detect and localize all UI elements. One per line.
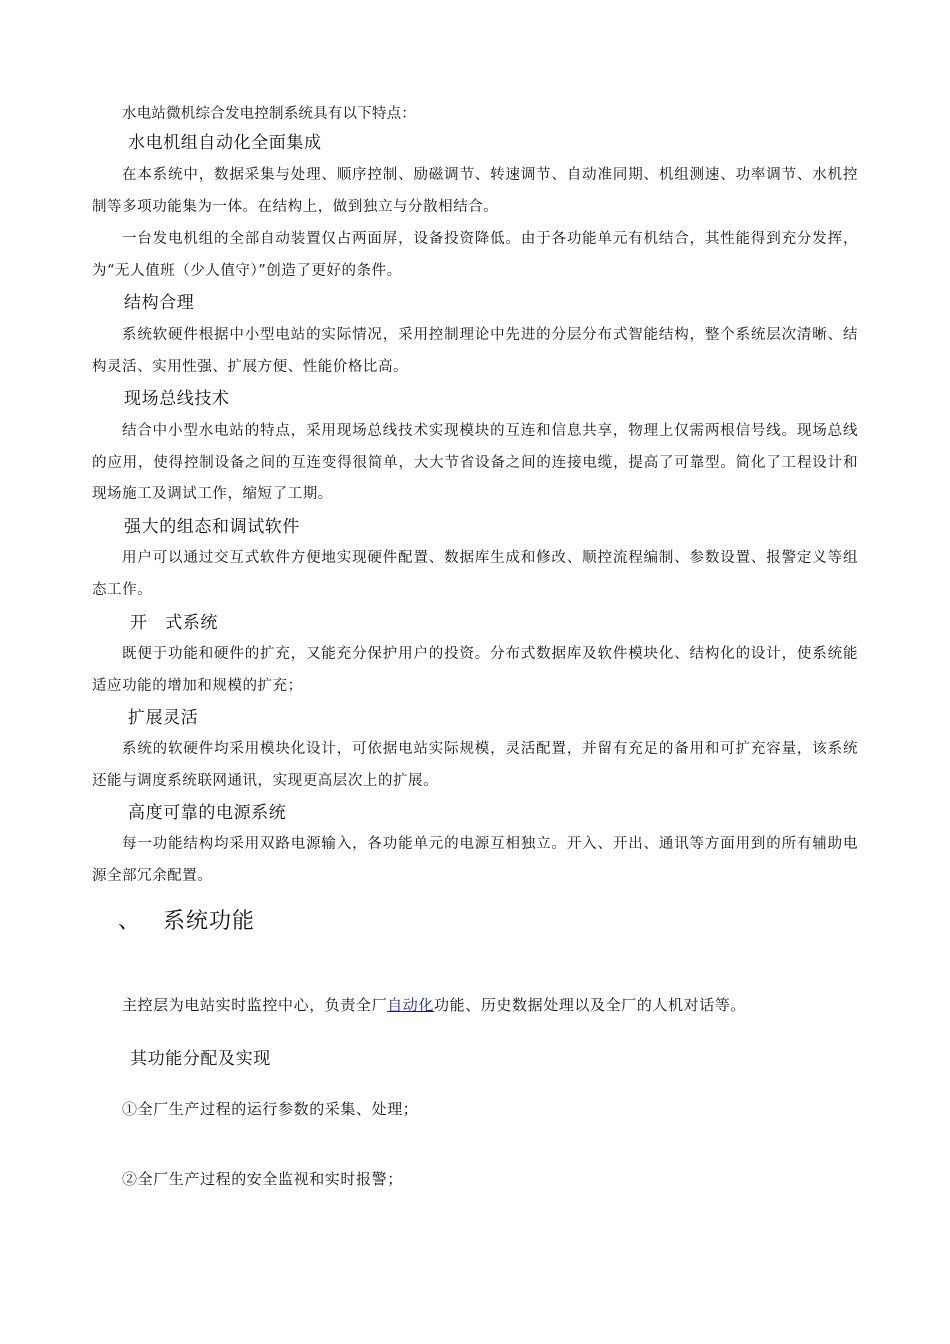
list-item: ②全厂生产过程的安全监视和实时报警； (122, 1170, 403, 1188)
section-heading: 高度可靠的电源系统 (128, 803, 287, 823)
paragraph: 结合中小型水电站的特点，采用现场总线技术实现模块的互连和信息共享，物理上仅需两根信号线。现场总线的应用，使得控制设备之间的互连变得很简单，大大节省设备之间的连接电缆，提高了可靠型。简化了工程设计和现场施工及调试工作，缩短了工期。 (92, 423, 858, 502)
section-heading: 强大的组态和调试软件 (124, 517, 300, 537)
section-heading: 开 式系统 (130, 613, 218, 633)
paragraph: 系统的软硬件均采用模块化设计，可依据电站实际规模，灵活配置，并留有充足的备用和可扩充容量，该系统还能与调度系统联网通讯，实现更高层次上的扩展。 (92, 741, 858, 789)
paragraph: 每一功能结构均采用双路电源输入，各功能单元的电源互相独立。开入、开出、通讯等方面用到的所有辅助电源全部冗余配置。 (92, 836, 858, 884)
section-heading: 现场总线技术 (124, 389, 230, 409)
line-text-before: 主控层为电站实时监控中心，负责全厂 (122, 996, 388, 1014)
line-text-after: 功能、历史数据处理以及全厂的人机对话等。 (434, 996, 747, 1014)
title-text: 系统功能 (163, 909, 256, 934)
main-control-line (122, 994, 746, 1015)
section-heading: 水电机组自动化全面集成 (128, 133, 322, 153)
title-separator: 、 (118, 909, 142, 934)
paragraph: 用户可以通过交互式软件方便地实现硬件配置、数据库生成和修改、顺控流程编制、参数设置、报警定义等组态工作。 (92, 550, 858, 598)
section-heading: 扩展灵活 (128, 708, 199, 728)
paragraph: 在本系统中，数据采集与处理、顺序控制、励磁调节、转速调节、自动准同期、机组测速、功率调节、水机控制等多项功能集为一体。在结构上，做到独立与分散相结合。 (92, 167, 858, 215)
paragraph: 一台发电机组的全部自动装置仅占两面屏，设备投资降低。由于各功能单元有机结合，其性能得到充分发挥，为“无人值班（少人值守）”创造了更好的条件。 (92, 231, 858, 279)
intro-text: 水电站微机综合发电控制系统具有以下特点： (122, 106, 416, 122)
section-heading: 结构合理 (124, 293, 195, 313)
paragraph: 系统软硬件根据中小型电站的实际情况，采用控制理论中先进的分层分布式智能结构，整个系统层次清晰、结构灵活、实用性强、扩展方便、性能价格比高。 (92, 327, 858, 375)
sub-heading: 其功能分配及实现 (130, 1049, 271, 1069)
automation-link[interactable]: 自动化 (387, 996, 435, 1014)
paragraph: 既便于功能和硬件的扩充，又能充分保护用户的投资。分布式数据库及软件模块化、结构化的设计，使系统能适应功能的增加和规模的扩充； (92, 646, 858, 694)
list-item: ①全厂生产过程的运行参数的采集、处理； (122, 1100, 419, 1118)
section-title (118, 904, 255, 935)
